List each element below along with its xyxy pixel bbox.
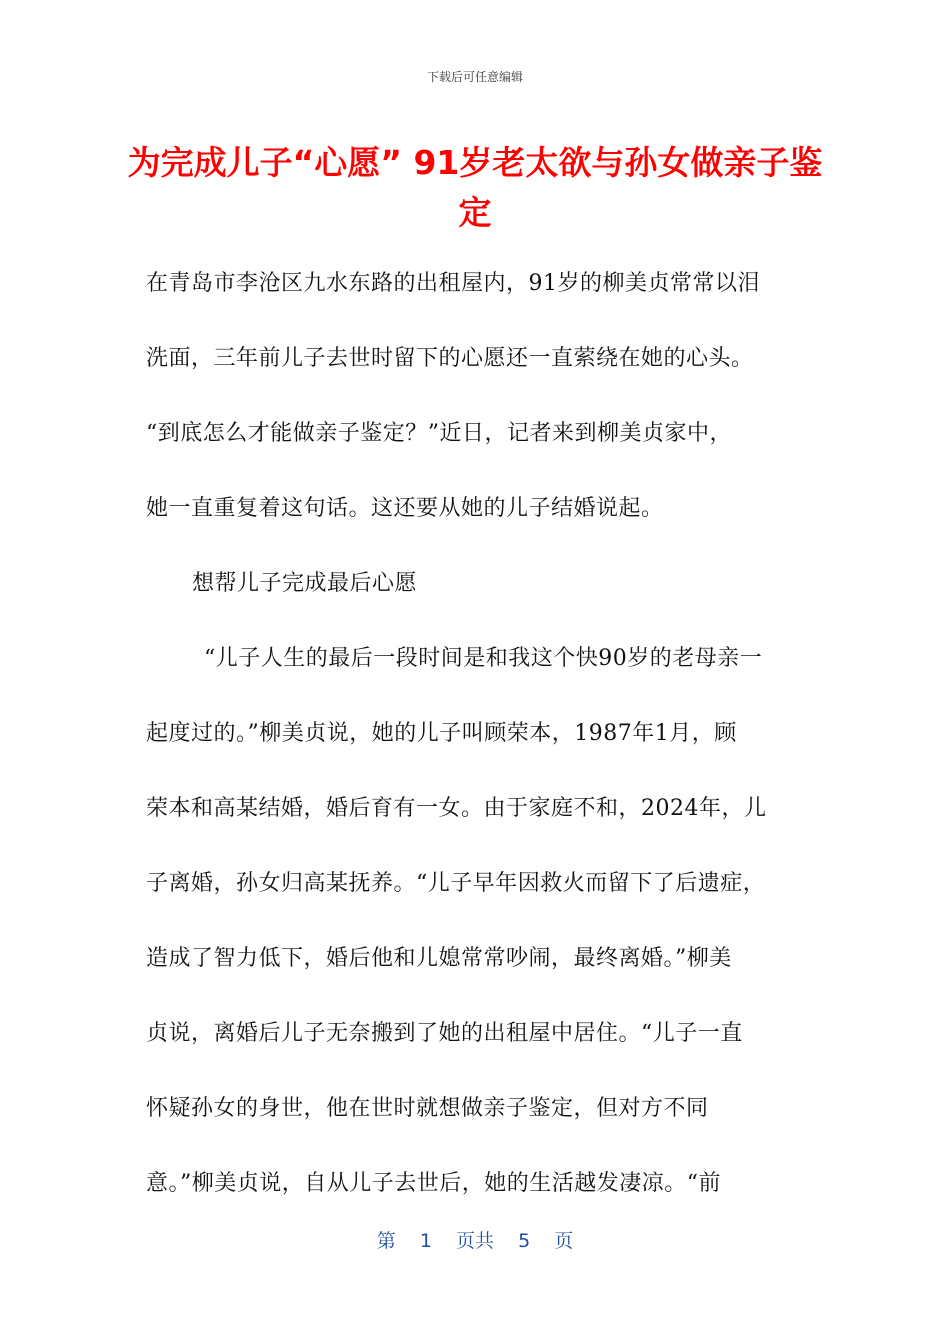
body-line: “到底怎么才能做亲子鉴定？”近日，记者来到柳美贞家中， — [146, 421, 732, 446]
body-line: 她一直重复着这句话。这还要从她的儿子结婚说起。 — [146, 496, 664, 521]
body-line: 在青岛市李沧区九水东路的出租屋内，91岁的柳美贞常常以泪 — [146, 271, 760, 296]
page-number-label: 第 1 页共 5 页 — [376, 1230, 574, 1252]
section-heading: 想帮儿子完成最后心愿 — [192, 571, 418, 596]
header-note: 下载后可任意编辑 — [426, 70, 523, 84]
body-line: 怀疑孙女的身世，他在世时就想做亲子鉴定，但对方不同 — [146, 1096, 709, 1121]
body-line: 起度过的。”柳美贞说，她的儿子叫顾荣本，1987年1月，顾 — [146, 721, 737, 746]
article-body — [146, 246, 814, 1221]
body-line: 荣本和高某结婚，婚后育有一女。由于家庭不和，2024年，儿 — [146, 796, 767, 821]
body-line: 意。”柳美贞说，自从儿子去世后，她的生活越发凄凉。“前 — [146, 1171, 721, 1196]
body-line: 洗面，三年前儿子去世时留下的心愿还一直萦绕在她的心头。 — [146, 346, 754, 371]
body-line: “儿子人生的最后一段时间是和我这个快90岁的老母亲一 — [204, 646, 763, 671]
body-line: 子离婚，孙女归高某抚养。“儿子早年因救火而留下了后遗症， — [146, 871, 766, 896]
page-footer — [0, 1226, 950, 1253]
body-line: 贞说，离婚后儿子无奈搬到了她的出租屋中居住。“儿子一直 — [146, 1021, 743, 1046]
body-line: 造成了智力低下，婚后他和儿媳常常吵闹，最终离婚。”柳美 — [146, 946, 732, 971]
article-title: 为完成儿子“心愿” 91岁老太欲与孙女做亲子鉴定 — [127, 143, 823, 232]
